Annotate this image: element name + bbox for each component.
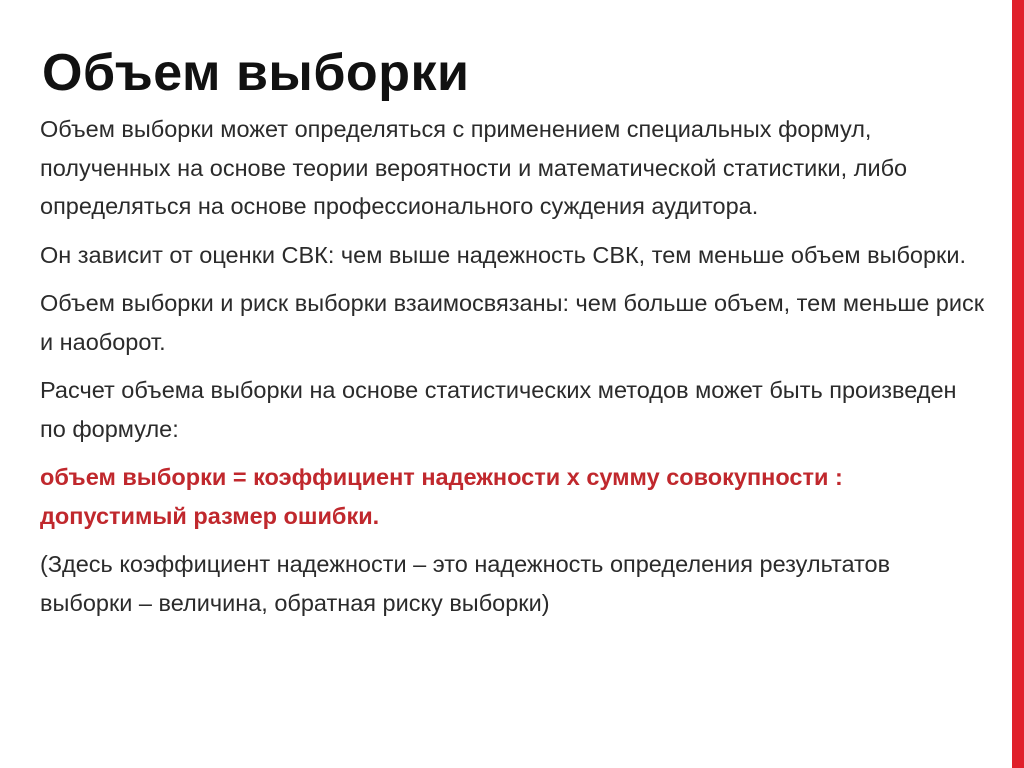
- paragraph-risk-relation: Объем выборки и риск выборки взаимосвязаны: чем больше объем, тем меньше риск и наоборот.: [40, 290, 985, 355]
- paragraph-coefficient-note: (Здесь коэффициент надежности – это надежность определения результатов выборки – величина, обратная риску выборки): [40, 551, 891, 616]
- paragraph-calculation-intro: Расчет объема выборки на основе статистических методов может быть произведен по формуле:: [40, 377, 957, 442]
- formula-text: объем выборки = коэффициент надежности х сумму совокупности : допустимый размер ошибки.: [40, 464, 843, 529]
- slide-body: [40, 110, 988, 632]
- accent-bar: [1012, 0, 1024, 768]
- paragraph-definition: Объем выборки может определяться с применением специальных формул, полученных на основе теории вероятности и математической статистики, либо определяться на основе профессионального суждения аудитора.: [40, 116, 908, 219]
- paragraph-svk-dependency: Он зависит от оценки СВК: чем выше надежность СВК, тем меньше объем выборки.: [40, 241, 966, 268]
- slide-title: Объем выборки: [42, 44, 470, 102]
